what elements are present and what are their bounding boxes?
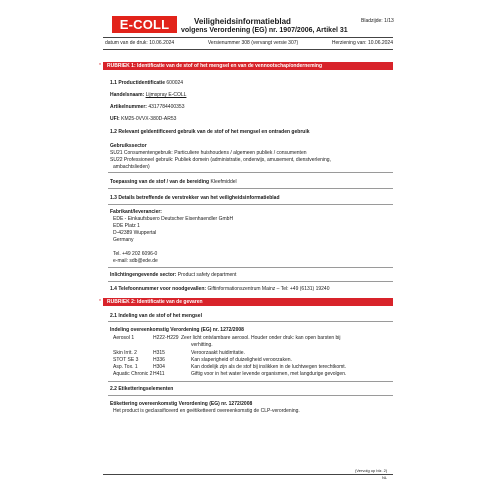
supplier-details-title: 1.3 Details betreffende de verstrekker van het veiligheidsinformatieblad (110, 195, 280, 201)
ecoll-logo: E-COLL (112, 16, 177, 33)
divider (108, 281, 393, 282)
product-identifier: 1.1 Productidentificatie 600024 (110, 80, 184, 86)
sector-su21: SU21 Consumentengebruik: Particuliere huishoudens / algemeen publiek / consumenten (110, 150, 307, 156)
supplier-line: EDE - Einkaufsbuero Deutscher Eisenhaendler GmbH (113, 216, 234, 222)
clp-labelling-title: Etikettering overeenkomstig Verordening (EG) nr. 1272/2008 (110, 401, 253, 407)
labelling-text: Het product is geclassificeerd en geëtiketteerd overeenkomstig de CLP-verordening. (113, 408, 300, 414)
divider (108, 204, 393, 205)
change-marker: * (99, 63, 101, 69)
footer-divider (103, 474, 393, 475)
section-2-header: RUBRIEK 2: Identificatie van de gevaren (103, 298, 393, 306)
version-number: Versienummer 308 (vervangt versie 307) (207, 40, 299, 46)
supplier-phone: Tel. +49 202 6096-0 (113, 251, 158, 257)
classification-title: 2.1 Indeling van de stof of het mengsel (110, 313, 202, 319)
article-number: Artikelnummer: 4317784400353 (110, 104, 185, 110)
document-subtitle: volgens Verordening (EG) nr. 1907/2006, Artikel 31 (181, 27, 348, 34)
supplier-line: D-42389 Wuppertal (113, 230, 157, 236)
divider (108, 172, 393, 173)
document-meta (105, 40, 393, 46)
continued-note: (Vervolg op blz. 2) (355, 468, 388, 473)
print-date: datum van de druk: 10.06.2024 (105, 40, 175, 46)
clp-classification-title: Indeling overeenkomstig Verordening (EG) nr. 1272/2008 (110, 327, 244, 333)
label-elements-title: 2.2 Etiketteringselementen (110, 386, 174, 392)
supplier-line: Germany (113, 237, 134, 243)
divider (108, 395, 393, 396)
supplier-email[interactable]: e-mail: sdb@ede.de (113, 258, 158, 264)
relevant-use-title: 1.2 Relevant geïdentificeerd gebruik van de stof of het mengsel en ontraden gebruik (110, 129, 310, 135)
supplier-label: Fabrikant/leverancier: (110, 209, 162, 215)
divider (108, 188, 393, 189)
section-1-header: RUBRIEK 1: Identificatie van de stof of het mengsel en van de vennootschap/onderneming (103, 62, 393, 70)
sector-title: Gebruikssector (110, 143, 147, 149)
divider (108, 381, 393, 382)
change-marker: * (99, 299, 101, 305)
sector-su22-cont: ambachtslieden) (113, 164, 150, 170)
sds-page: E-COLL Veiligheidsinformatieblad volgens Verordening (EG) nr. 1907/2006, Artikel 31 Bladzijde: 1/13 datum van de druk: 10.06.2024 Versienummer 308 (vervangt versie 307) Herziening van: 10.06.2024 * RUBRIEK 1: Identificatie van de stof of het mengsel en van de vennootschap/onderneming 1.1 Productidentificatie 600024 Handelsnaam: Lijmspray E-COLL Artikelnummer: 4317784400353 UFI: KM25-0VVX-380D-AR53 1.2 Relevant geïdentificeerd gebruik van de stof of het mengsel en ontraden gebruik Gebruikssector SU21 Consumentengebruik: Particuliere huishoudens / algemeen publiek / consumenten SU22 Professioneel gebruik: Publiek domein (administratie, onderwijs, amusement, dienstverlening, ambachtslieden) Toepassing van de stof / van de bereiding Kleefmiddel 1.3 Details betreffende de verstrekker van het veiligheidsinformatieblad Fabrikant/leverancier: EDE - Einkaufsbuero Deutscher Eisenhaendler GmbH EDE Platz 1 D-42389 Wuppertal Germany Tel. +49 202 6096-0 e-mail: sdb@ede.de Inlichtingengevende sector: Product safety department 1.4 Telefoonnummer voor noodgevallen: Giftinformationszentrum Mainz – Tel: +49 (6131) 19240 * RUBRIEK 2: Identificatie van de gevaren 2.1 Indeling van de stof of het mengsel Indeling overeenkomstig Verordening (EG) nr. 1272/2008 Aerosol 1 H222-H229 Zeer licht ontvlambare aerosol. Houder onder druk: kan open barsten bij verhitting. Skin Irrit. 2 H315 Veroorzaakt huidirritatie. STOT SE 3 H336 Kan slaperigheid of duizeligheid veroorzaken. Asp. Tox. 1 H304 Kan dodelijk zijn als de stof bij inslikken in de luchtwegen terechtkomt. Aquatic Chronic 2 H411 Giftig voor in het water levende organismen, met langdurige gevolgen. 2.2 Etiketteringselementen Etikettering overeenkomstig Verordening (EG) nr. 1272/2008 Het product is geclassificeerd en geëtiketteerd overeenkomstig de CLP-verordening. (Vervolg op blz. 2) NL (99, 17, 394, 480)
page-number: Bladzijde: 1/13 (361, 18, 394, 24)
ufi-code: UFI: KM25-0VVX-380D-AR53 (110, 116, 177, 122)
information-sector: Inlichtingengevende sector: Product safety department (110, 272, 237, 278)
document-title: Veiligheidsinformatieblad (194, 17, 291, 26)
sector-su22: SU22 Professioneel gebruik: Publiek domein (administratie, onderwijs, amusement, dienstverlening, (110, 157, 331, 163)
supplier-line: EDE Platz 1 (113, 223, 140, 229)
divider (108, 321, 393, 322)
language-mark: NL (382, 475, 388, 480)
emergency-phone: 1.4 Telefoonnummer voor noodgevallen: Giftinformationszentrum Mainz – Tel: +49 (6131) 19240 (110, 286, 330, 292)
application: Toepassing van de stof / van de bereiding Kleefmiddel (110, 179, 237, 185)
trade-name: Handelsnaam: Lijmspray E-COLL (110, 92, 187, 98)
divider (108, 267, 393, 268)
revision-date: Herziening van: 10.06.2024 (331, 40, 393, 46)
header-divider (103, 37, 393, 38)
header-divider-bottom (103, 49, 393, 50)
